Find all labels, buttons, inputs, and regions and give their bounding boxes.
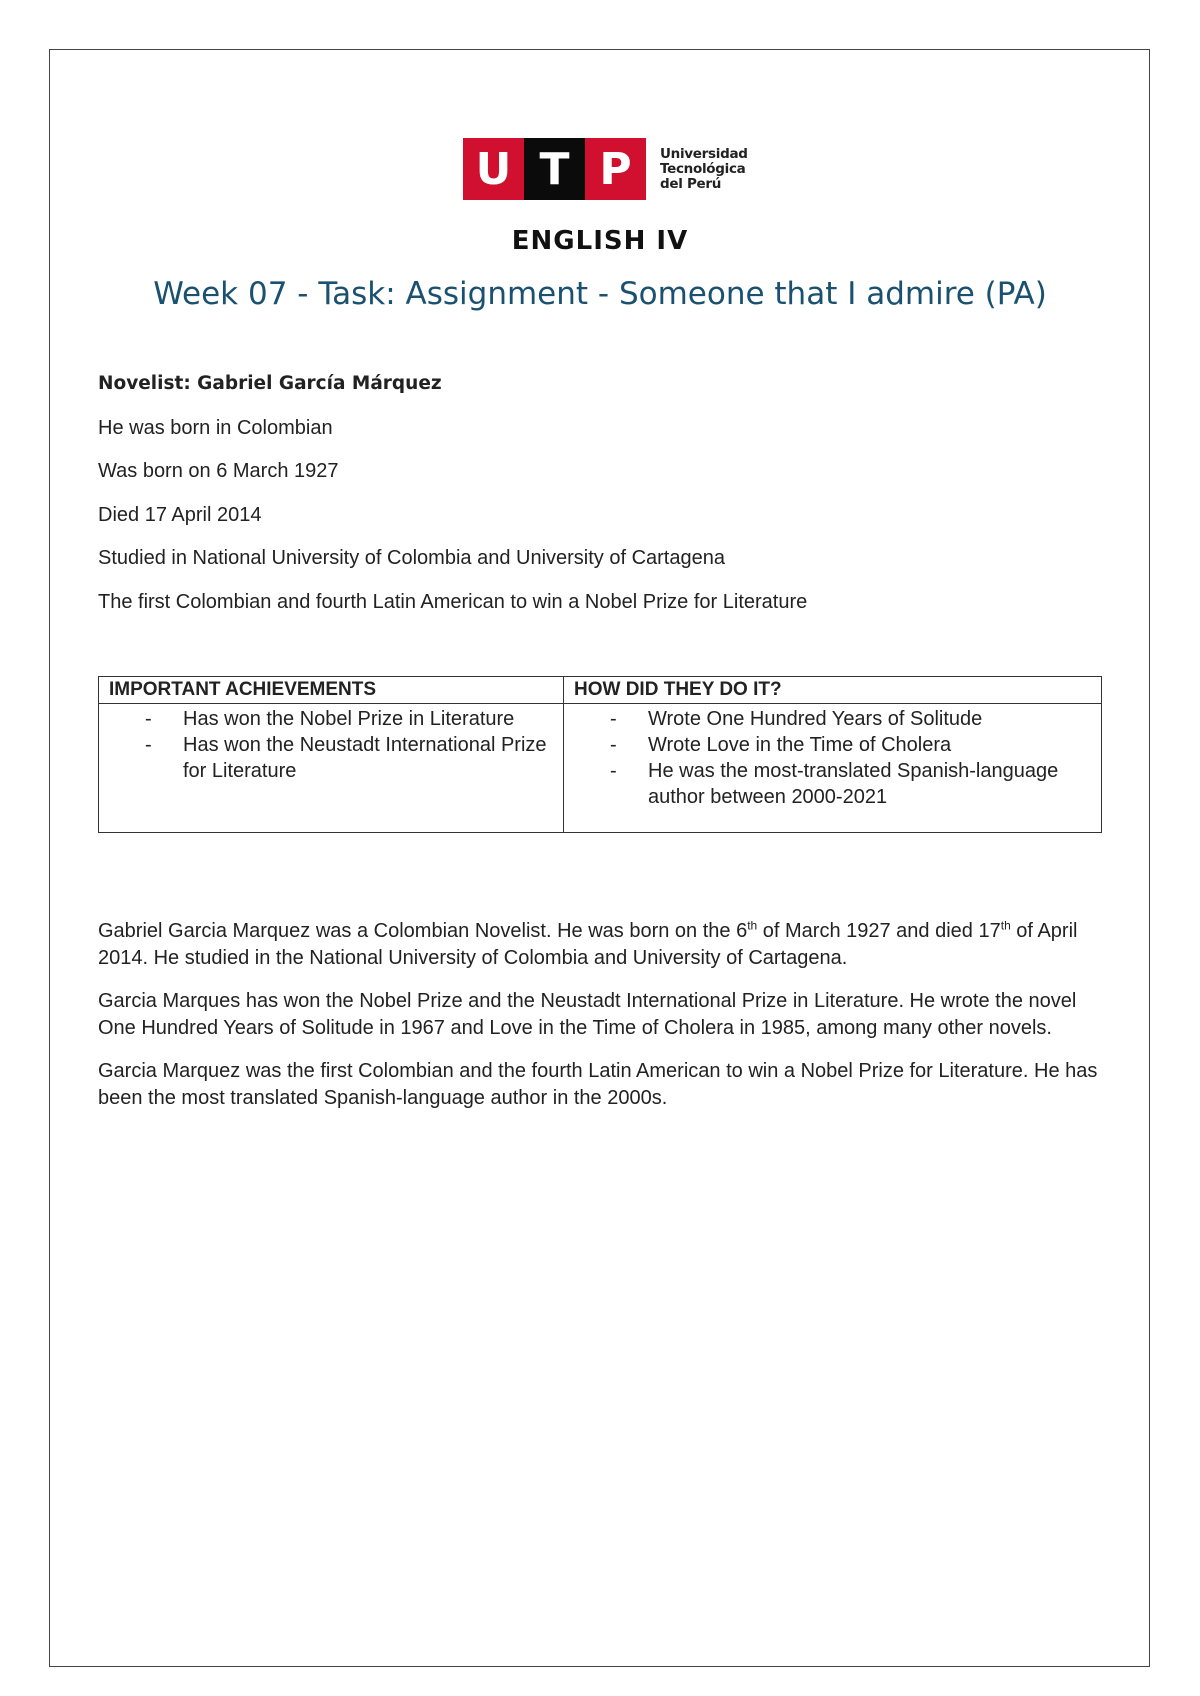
list-item <box>574 758 1091 810</box>
fact-line: Died 17 April 2014 <box>98 503 262 526</box>
achievements-table <box>98 676 1102 833</box>
header-how: HOW DID THEY DO IT? <box>564 677 1102 704</box>
bullet: - <box>145 734 152 756</box>
page-title: Week 07 - Task: Assignment - Someone that I admire (PA) <box>153 276 1047 312</box>
fact-line: Was born on 6 March 1927 <box>98 460 339 482</box>
facts-list <box>98 372 807 633</box>
logo-line: del Perú <box>660 176 722 192</box>
paragraph-3: Garcia Marquez was the first Colombian and the fourth Latin American to win a Nobel Prize for Literature. He has been the most translated Spanish-language author in the 2000s. <box>98 1060 1098 1109</box>
course-heading: ENGLISH IV <box>511 226 689 256</box>
header-achievements: IMPORTANT ACHIEVEMENTS <box>99 677 564 704</box>
bullet: - <box>610 734 617 756</box>
list-item <box>574 732 1091 758</box>
essay <box>98 918 1098 1128</box>
text: of April 2014. He studied in the National University of Colombia and University of Cartagena. <box>98 920 1078 969</box>
text: Gabriel Garcia Marquez was a Colombian Novelist. He was born on the 6 <box>98 920 748 942</box>
fact-line: He was born in Colombian <box>98 416 333 439</box>
list-item <box>109 732 553 784</box>
ordinal-suffix: th <box>747 918 758 933</box>
logo-letter-p: P <box>585 138 646 200</box>
item-text: Wrote One Hundred Years of Solitude <box>648 708 983 730</box>
logo-letter-u: U <box>463 138 524 200</box>
list-item <box>574 706 1091 732</box>
paragraph-1 <box>98 918 1098 972</box>
logo-letter-t: T <box>524 138 585 200</box>
fact-line: Studied in National University of Colombia and University of Cartagena <box>98 547 725 569</box>
text: of March 1927 and died 17 <box>757 920 1001 942</box>
how-cell <box>564 704 1102 833</box>
paragraph-2: Garcia Marques has won the Nobel Prize and the Neustadt International Prize in Literature. He wrote the novel One Hundred Years of Solitude in 1967 and Love in the Time of Cholera in 1985, among many other novels. <box>98 990 1077 1039</box>
fact-line: The first Colombian and fourth Latin American to win a Nobel Prize for Literature <box>98 590 808 613</box>
logo-university-name <box>660 147 748 192</box>
utp-logo <box>463 138 646 200</box>
ordinal-suffix: th <box>1000 918 1011 933</box>
novelist-heading: Novelist: Gabriel García Márquez <box>98 373 442 394</box>
logo-line: Universidad <box>660 146 748 162</box>
item-text: Wrote Love in the Time of Cholera <box>648 734 952 756</box>
item-text: He was the most-translated Spanish-language author between 2000-2021 <box>648 760 1059 808</box>
bullet: - <box>610 708 617 730</box>
list-item <box>109 706 553 732</box>
achievements-cell <box>99 704 564 833</box>
item-text: Has won the Neustadt International Prize for Literature <box>183 734 547 782</box>
logo-line: Tecnológica <box>660 161 746 177</box>
bullet: - <box>610 760 617 782</box>
bullet: - <box>145 708 152 730</box>
item-text: Has won the Nobel Prize in Literature <box>183 708 515 730</box>
